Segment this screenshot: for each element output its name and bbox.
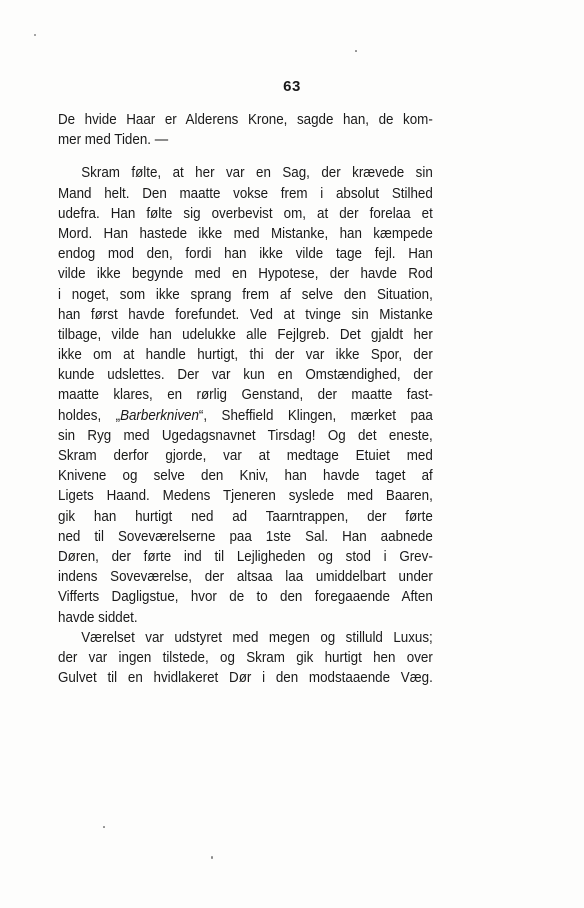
scan-speck xyxy=(355,50,357,52)
paragraph-2 xyxy=(58,163,433,627)
text-line: tilbage, vilde han udelukke alle Fejlgreb. Det gjaldt her xyxy=(58,326,433,343)
text-line: Vifferts Dagligstue, hvor de to den foregaaende Aften xyxy=(58,589,433,606)
text-line: ned til Soveværelserne paa 1ste Sal. Han aabnede xyxy=(58,528,433,545)
text-line-with-italic: holdes, „Barberkniven“, Sheffield Klingen, mærket paa xyxy=(58,407,433,424)
scan-speck xyxy=(103,826,105,828)
paragraph-3 xyxy=(58,628,433,689)
text-line: gik han hurtigt ned ad Taarntrappen, der førte xyxy=(58,508,433,525)
text-line: vilde ikke begynde med en Hypotese, der havde Rod xyxy=(58,266,433,283)
page-number: 63 xyxy=(283,78,301,95)
scan-speck xyxy=(34,34,36,36)
text-line: Gulvet til en hvidlakeret Dør i den modstaaende Væg. xyxy=(58,670,433,687)
scan-speck xyxy=(211,856,213,859)
text-line: Skram følte, at her var en Sag, der krævede sin xyxy=(81,165,433,182)
text-line: mer med Tiden. — xyxy=(58,132,169,149)
text-line: han først havde forefundet. Ved at tvinge sin Mistanke xyxy=(58,306,433,323)
text-line: indens Soveværelse, der altsaa laa umiddelbart under xyxy=(58,569,433,586)
text-line: Værelset var udstyret med megen og stilluld Luxus; xyxy=(81,629,433,646)
italic-word: Barberkniven xyxy=(120,407,199,424)
text-line: endog mod den, fordi han ikke vilde tage fejl. Han xyxy=(58,246,433,263)
text-line: havde siddet. xyxy=(58,609,138,626)
text-line: der var ingen tilstede, og Skram gik hurtigt hen over xyxy=(58,649,433,666)
text-line: sin Ryg med Ugedagsnavnet Tirsdag! Og det eneste, xyxy=(58,427,433,444)
text-line: Døren, der førte ind til Lejligheden og stod i Grev- xyxy=(58,548,433,565)
text-line: maatte klares, en rørlig Genstand, der maatte fast- xyxy=(58,387,433,404)
body-text xyxy=(58,110,433,688)
text-line: Knivene og selve den Kniv, han havde taget af xyxy=(58,468,433,485)
text-line: De hvide Haar er Alderens Krone, sagde han, de kom- xyxy=(58,112,433,128)
text-line: ikke om at handle hurtigt, thi der var ikke Spor, der xyxy=(58,347,433,364)
text-line: Skram derfor gjorde, var at medtage Etuiet med xyxy=(58,448,433,464)
text-line: kunde udslettes. Der var kun en Omstændighed, der xyxy=(58,367,433,384)
text-line: udefra. Han følte sig overbevist om, at der forelaa et xyxy=(58,205,433,222)
text-line: Mord. Han hastede ikke med Mistanke, han kæmpede xyxy=(58,225,433,242)
paragraph-1 xyxy=(58,110,433,150)
text-line: Mand helt. Den maatte vokse frem i absolut Stilhed xyxy=(58,185,433,202)
text-line: i noget, som ikke sprang frem af selve den Situation, xyxy=(58,286,433,303)
text-line: Ligets Haand. Medens Tjeneren syslede med Baaren, xyxy=(58,488,433,505)
